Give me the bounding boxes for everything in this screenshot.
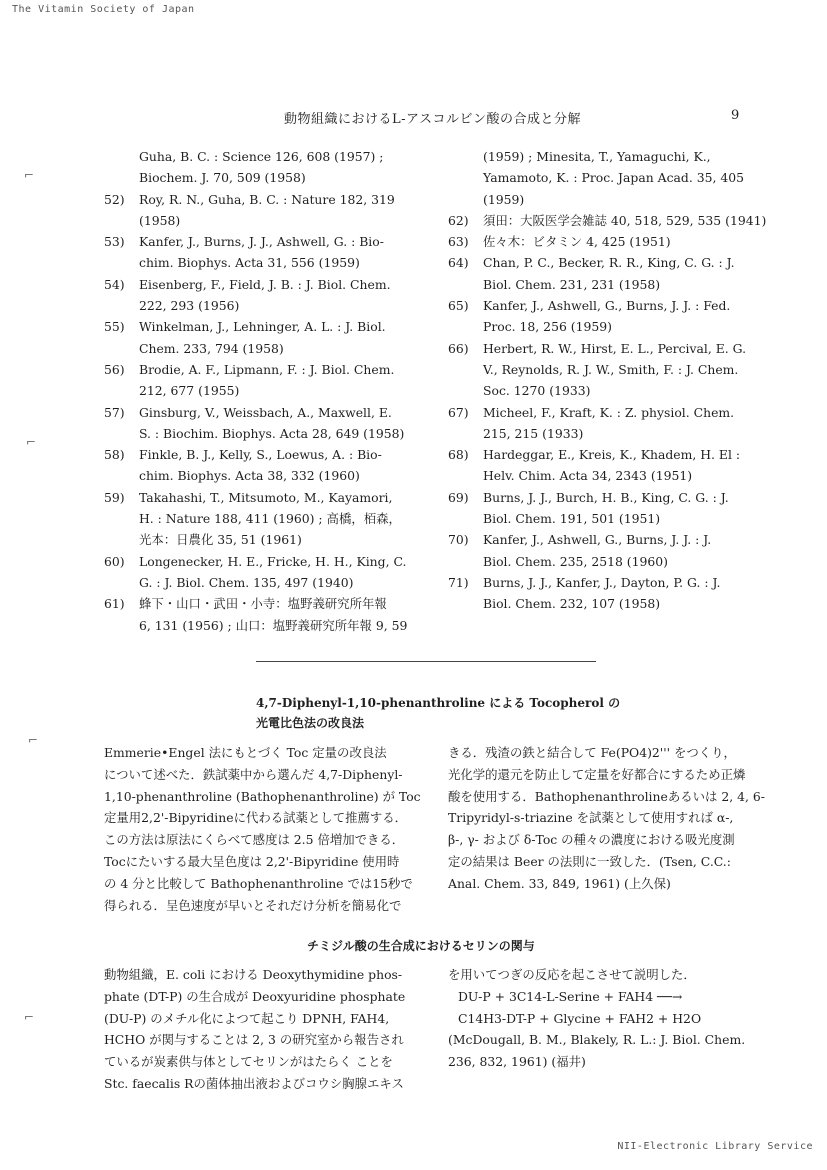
reference-number: 63) [448, 234, 469, 250]
section1-right-text [448, 742, 766, 895]
text-line: DU-P + 3C14-L-Serine + FAH4 ──→ [458, 988, 683, 1004]
text-line: この方法は原法にくらべて感度は 2.5 倍増加できる． [104, 832, 405, 848]
reference-line: H. : Nature 188, 411 (1960) ; 高橋，栢森， [139, 511, 401, 527]
reference-number: 54) [104, 276, 125, 292]
reference-number: 60) [104, 553, 125, 569]
reference-line: chim. Biophys. Acta 38, 332 (1960) [139, 468, 360, 484]
reference-line: Biol. Chem. 231, 231 (1958) [483, 276, 661, 292]
section1-title-line: 光電比色法の改良法 [256, 716, 365, 730]
scan-mark: ⌐ [24, 168, 35, 182]
reference-line: (1959) ; Minesita, T., Yamaguchi, K., [483, 149, 711, 164]
reference-line: Kanfer, J., Ashwell, G., Burns, J. J. : J. [483, 532, 712, 548]
reference-item [104, 231, 422, 274]
reference-line: Longenecker, H. E., Fricke, H. H., King, C. [139, 553, 407, 569]
reference-item [104, 189, 422, 232]
text-line: 1,10-phenanthroline (Bathophenanthroline) が Toc [104, 788, 421, 804]
reference-line: G. : J. Biol. Chem. 135, 497 (1940) [139, 574, 354, 590]
reference-line: Guha, B. C. : Science 126, 608 (1957) ; [139, 149, 384, 164]
reference-line: Helv. Chim. Acta 34, 2343 (1951) [483, 468, 693, 484]
reference-line: Micheel, F., Kraft, K. : Z. physiol. Chem. [483, 404, 735, 420]
section1-left-text [104, 742, 421, 916]
section2-left-text [104, 964, 417, 1095]
text-line: ているが炭素供与体としてセリンがはたらく ことを [104, 1054, 393, 1070]
reference-line: Takahashi, T., Mitsumoto, M., Kayamori, [139, 489, 393, 505]
reference-line: Proc. 18, 256 (1959) [483, 319, 612, 335]
reference-item [448, 529, 768, 572]
reference-line: Ginsburg, V., Weissbach, A., Maxwell, E. [139, 404, 392, 420]
running-title: 動物組織におけるL-アスコルビン酸の合成と分解 [284, 112, 582, 127]
reference-line: 光本：日農化 35, 51 (1961) [139, 532, 302, 548]
scan-mark: ⌐ [24, 1010, 35, 1024]
reference-item [448, 338, 768, 402]
text-line: (DU-P) のメチル化によつて起こり DPNH, FAH4, [104, 1010, 390, 1026]
reference-number: 65) [448, 298, 469, 314]
reference-item [448, 402, 768, 445]
reference-line: Herbert, R. W., Hirst, E. L., Percival, E. G. [483, 340, 747, 356]
reference-number: 64) [448, 255, 469, 271]
reference-number: 52) [104, 191, 125, 207]
reference-number: 70) [448, 532, 469, 548]
reference-line: Chan, P. C., Becker, R. R., King, C. G. : J. [483, 255, 735, 271]
society-header: The Vitamin Society of Japan [12, 4, 195, 15]
reference-line: 212, 677 (1955) [139, 383, 240, 399]
reference-number: 68) [448, 447, 469, 463]
reference-line: chim. Biophys. Acta 31, 556 (1959) [139, 255, 360, 271]
text-line: β-, γ- および δ-Toc の種々の濃度における吸光度測 [448, 832, 735, 848]
text-line: phate (DT-P) の生合成が Deoxyuridine phosphate [104, 988, 406, 1004]
section1-title-line: 4,7-Diphenyl-1,10-phenanthroline による Tocopherol の [256, 696, 621, 710]
page-number: 9 [731, 108, 740, 123]
text-line: Emmerie•Engel 法にもとづく Toc 定量の改良法 [104, 745, 387, 760]
text-line: 236, 832, 1961) (福井) [448, 1054, 586, 1070]
reference-number: 62) [448, 212, 469, 228]
text-line: 光化学的還元を防止して定量を好都合にするため正燐 [448, 766, 746, 782]
reference-item [448, 295, 768, 338]
reference-line: Kanfer, J., Burns, J. J., Ashwell, G. : Bio- [139, 234, 384, 250]
reference-item [448, 146, 768, 210]
text-line: 動物組織，E. coli における Deoxythymidine phos- [104, 967, 403, 982]
text-line: Stc. faecalis Rの菌体抽出液およびコウシ胸腺エキス [104, 1075, 404, 1091]
reference-line: 222, 293 (1956) [139, 298, 240, 314]
reference-line: Chem. 233, 794 (1958) [139, 340, 284, 356]
reference-line: Biol. Chem. 232, 107 (1958) [483, 596, 661, 612]
text-line: Tocにたいする最大呈色度は 2,2'-Bipyridine 使用時 [104, 853, 400, 869]
reference-number: 56) [104, 361, 125, 377]
reference-number: 58) [104, 447, 125, 463]
reference-item [104, 593, 422, 636]
reference-line: V., Reynolds, R. J. W., Smith, F. : J. Chem. [483, 361, 739, 377]
text-line: を用いてつぎの反応を起こさせて説明した． [448, 967, 696, 982]
reference-item [448, 210, 768, 231]
reference-line: 須田：大阪医学会雑誌 40, 518, 529, 535 (1941) [483, 212, 767, 228]
reference-item [104, 146, 422, 189]
reference-number: 57) [104, 404, 125, 420]
reference-line: 蜂下・山口・武田・小寺：塩野義研究所年報 [139, 596, 387, 612]
reference-line: Burns, J. J., Burch, H. B., King, C. G. : J. [483, 489, 729, 505]
text-line: HCHO が関与することは 2, 3 の研究室から報告され [104, 1032, 404, 1048]
text-line: C14H3-DT-P + Glycine + FAH2 + H2O [458, 1010, 702, 1026]
reference-item [448, 487, 768, 530]
reference-line: Winkelman, J., Lehninger, A. L. : J. Biol. [139, 319, 386, 335]
scan-mark: ⌐ [26, 435, 37, 449]
text-line: きる．残渣の鉄と結合して Fe(PO4)2''' をつくり， [448, 745, 736, 760]
reference-line: Eisenberg, F., Field, J. B. : J. Biol. Chem. [139, 276, 391, 292]
reference-line: Soc. 1270 (1933) [483, 383, 591, 399]
reference-number: 53) [104, 234, 125, 250]
reference-item [104, 551, 422, 594]
section1-title [256, 693, 620, 733]
reference-item [104, 487, 422, 551]
text-line: 酸を使用する．Bathophenanthrolineあるいは 2, 4, 6- [448, 788, 765, 804]
reference-line: Burns, J. J., Kanfer, J., Dayton, P. G. : J. [483, 574, 721, 590]
reference-line: 215, 215 (1933) [483, 425, 584, 441]
reference-item [448, 444, 768, 487]
reference-item [448, 572, 768, 615]
library-service-footer: NII-Electronic Library Service [617, 1141, 813, 1152]
reference-number: 55) [104, 319, 125, 335]
reference-item [448, 252, 768, 295]
text-line: Anal. Chem. 33, 849, 1961) (上久保) [448, 875, 671, 891]
reference-line: Yamamoto, K. : Proc. Japan Acad. 35, 405 [483, 170, 745, 186]
text-line: 定量用2,2'-Bipyridineに代わる試薬として推薦する． [104, 810, 408, 826]
reference-number: 59) [104, 489, 125, 505]
reference-item [104, 402, 422, 445]
section-divider [256, 661, 596, 662]
section2-title: チミジル酸の生合成におけるセリンの関与 [307, 939, 535, 953]
reference-item [104, 359, 422, 402]
text-line: の 4 分と比較して Bathophenanthroline では15秒で [104, 875, 413, 891]
reference-line: Finkle, B. J., Kelly, S., Loewus, A. : Bio- [139, 447, 382, 463]
reference-item [104, 444, 422, 487]
reference-line: (1959) [483, 191, 525, 207]
reference-number: 61) [104, 596, 125, 612]
reference-number: 66) [448, 340, 469, 356]
reference-number: 71) [448, 574, 469, 590]
reference-line: S. : Biochim. Biophys. Acta 28, 649 (1958) [139, 425, 405, 441]
text-line: 得られる．呈色速度が早いとそれだけ分析を簡易化で [104, 897, 402, 913]
reference-line: Biol. Chem. 235, 2518 (1960) [483, 553, 668, 569]
text-line: 定の結果は Beer の法則に一致した．(Tsen, C.C.: [448, 853, 731, 869]
reference-line: Biol. Chem. 191, 501 (1951) [483, 511, 661, 527]
section2-right-text [448, 964, 766, 1073]
text-line: について述べた．鉄試薬中から選んだ 4,7-Diphenyl- [104, 766, 403, 782]
reference-line: Brodie, A. F., Lipmann, F. : J. Biol. Chem. [139, 361, 395, 377]
reference-item [448, 231, 768, 252]
reference-number: 69) [448, 489, 469, 505]
scan-mark: ⌐ [28, 733, 39, 747]
reference-line: Biochem. J. 70, 509 (1958) [139, 170, 306, 186]
references-left-column [104, 146, 422, 636]
reference-line: 6, 131 (1956) ; 山口：塩野義研究所年報 9, 59 [139, 617, 408, 633]
references-right-column [448, 146, 768, 615]
reference-item [104, 274, 422, 317]
reference-line: Kanfer, J., Ashwell, G., Burns, J. J. : Fed. [483, 298, 731, 314]
text-line: Tripyridyl-s-triazine を試薬として使用すれば α-, [448, 810, 734, 826]
reference-line: Hardeggar, E., Kreis, K., Khadem, H. El : [483, 447, 741, 463]
reference-line: 佐々木：ビタミン 4, 425 (1951) [483, 234, 671, 250]
reference-item [104, 316, 422, 359]
reference-line: Roy, R. N., Guha, B. C. : Nature 182, 319 [139, 191, 395, 207]
reference-line: (1958) [139, 212, 181, 228]
text-line: (McDougall, B. M., Blakely, R. L.: J. Biol. Chem. [448, 1032, 746, 1048]
reference-number: 67) [448, 404, 469, 420]
